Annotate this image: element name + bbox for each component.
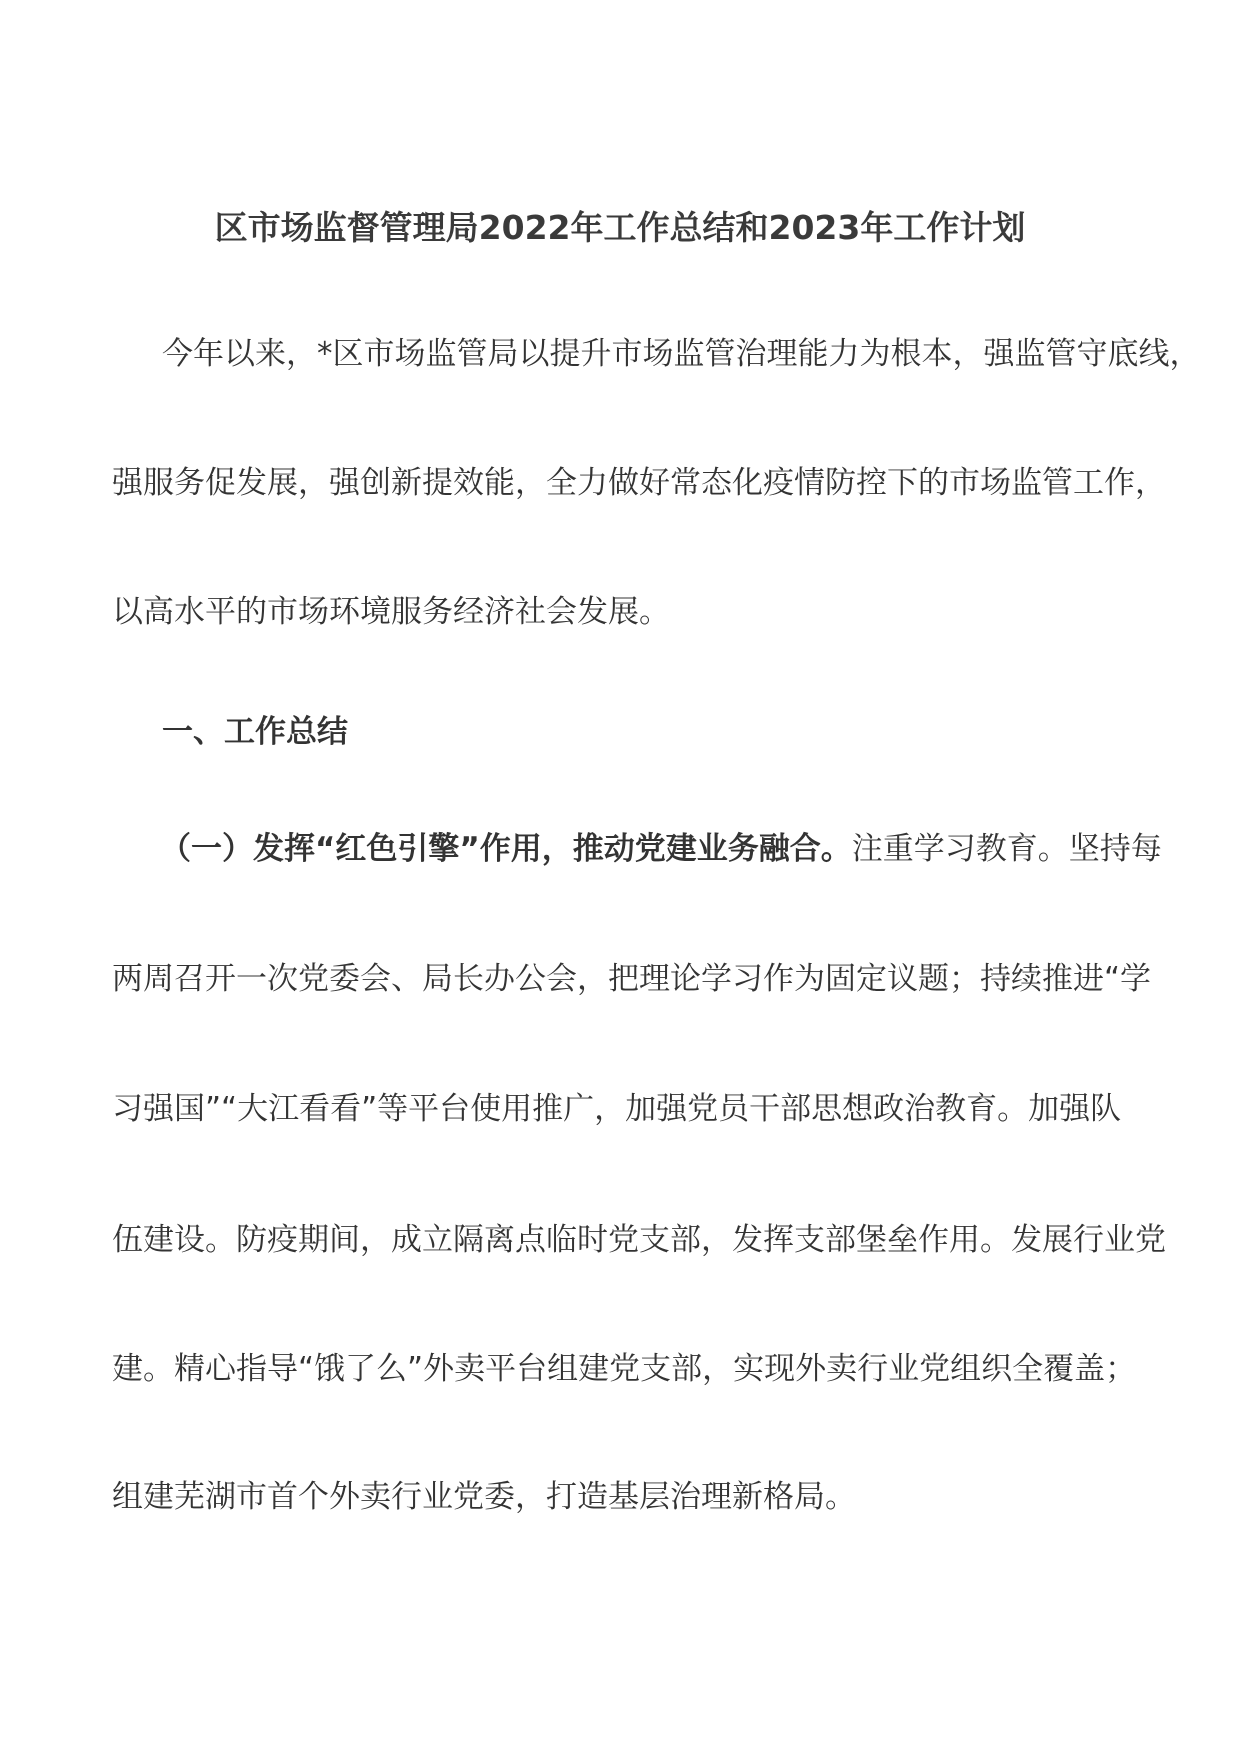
paragraph-line: 建。精心指导“饿了么”外卖平台组建党支部，实现外卖行业党组织全覆盖；: [112, 1351, 1137, 1387]
paragraph-line: 两周召开一次党委会、局长办公会，把理论学习作为固定议题；持续推进“学: [112, 961, 1152, 997]
paragraph-line: 伍建设。防疫期间，成立隔离点临时党支部，发挥支部堡垒作用。发展行业党: [112, 1222, 1166, 1258]
paragraph-line: 组建芜湖市首个外卖行业党委，打造基层治理新格局。: [112, 1479, 856, 1515]
paragraph-line: 今年以来，*区市场监管局以提升市场监管治理能力为根本，强监管守底线，: [162, 336, 1201, 372]
section-heading: 一、工作总结: [162, 714, 348, 750]
paragraph-line: 强服务促发展，强创新提效能，全力做好常态化疫情防控下的市场监管工作，: [112, 465, 1166, 501]
paragraph-line: [160, 829, 1162, 869]
paragraph-text: 注重学习教育。坚持每: [851, 831, 1162, 867]
paragraph-line: 习强国”“大江看看”等平台使用推广，加强党员干部思想政治教育。加强队: [112, 1091, 1122, 1127]
document-title: 区市场监督管理局2022年工作总结和2023年工作计划: [214, 208, 1026, 247]
paragraph-line: 以高水平的市场环境服务经济社会发展。: [112, 594, 670, 630]
subsection-heading: （一）发挥“红色引擎”作用，推动党建业务融合。: [160, 831, 852, 867]
